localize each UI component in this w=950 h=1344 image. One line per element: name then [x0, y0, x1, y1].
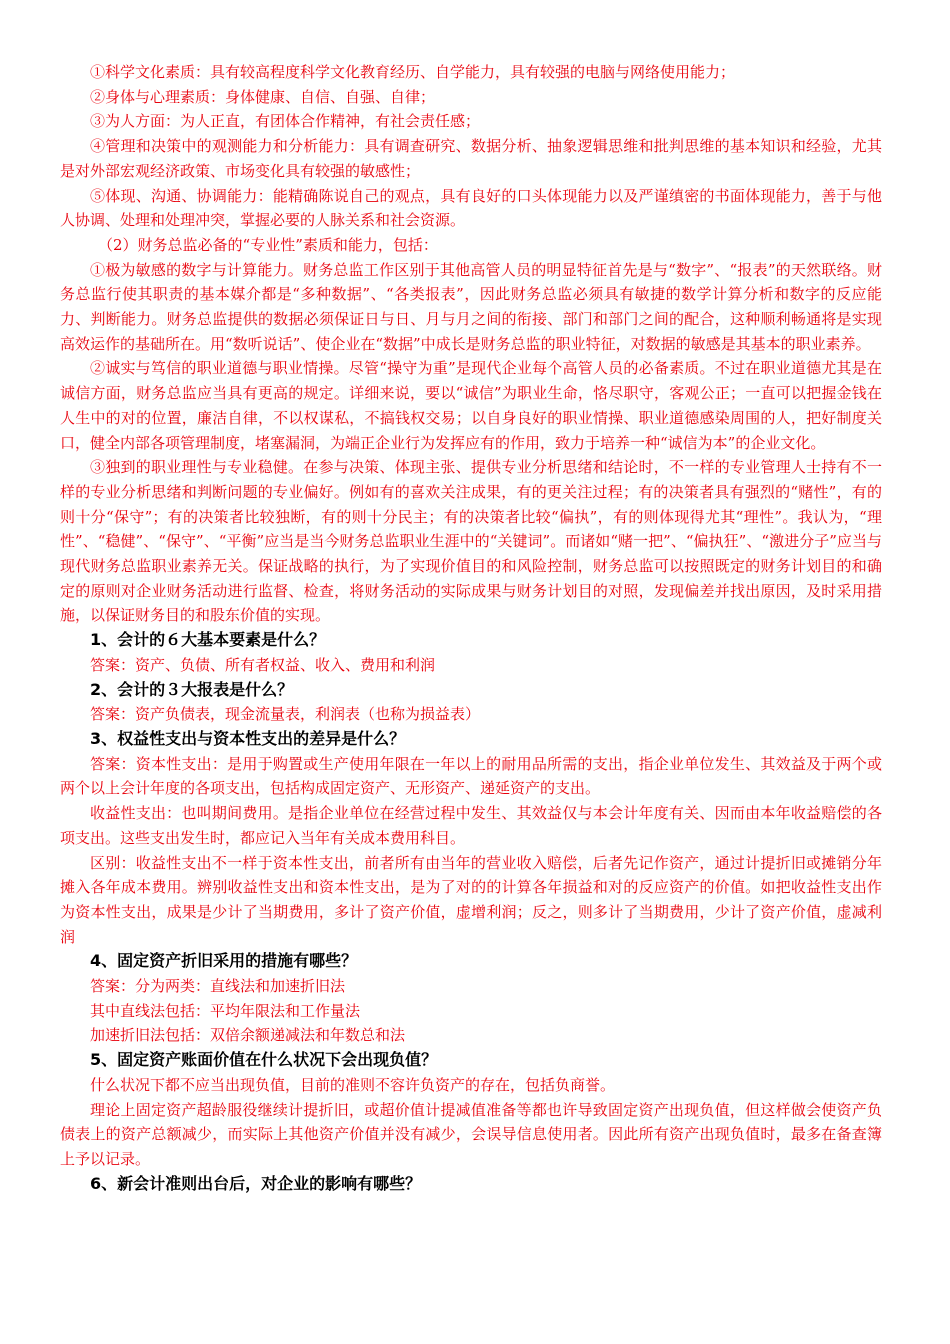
question-heading: 5、固定资产账面价值在什么状况下会出现负值？ [90, 1050, 438, 1070]
question-heading: 3、权益性支出与资本性支出的差异是什么？ [90, 728, 406, 748]
body-paragraph: 其中直线法包括：平均年限法和工作量法 [90, 1001, 361, 1020]
body-paragraph: 答案：资产负债表，现金流量表，利润表（也称为损益表） [90, 705, 481, 724]
question-heading: 4、固定资产折旧采用的措施有哪些？ [90, 951, 358, 971]
body-paragraph: 区别：收益性支出不一样于资本性支出，前者所有由当年的营业收入赔偿，后者先记作资产，通过计提折旧或摊销分年摊入各年成本费用。辨别收益性支出和资本性支出，是为了对的的计算各年损益和对的反应资产的价值。如把收益性支出作为资本性支出，成果是少计了当期费用，多计了资产价值，虚增利润；反之，则多计了当期费用，少计了资产价值，虚减利润 [60, 853, 882, 946]
question-heading: 6、新会计准则出台后，对企业的影响有哪些？ [90, 1173, 422, 1193]
body-paragraph: 收益性支出：也叫期间费用。是指企业单位在经营过程中发生、其效益仅与本会计年度有关、因而由本年收益赔偿的各项支出。这些支出发生时，都应记入当年有关成本费用科目。 [60, 804, 882, 847]
body-paragraph: ①极为敏感的数字与计算能力。财务总监工作区别于其他高管人员的明显特征首先是与“数字”、“报表”的天然联络。财务总监行使其职责的基本媒介都是“多种数据”、“各类报表”，因此财务总监必须具有敏捷的数学计算分析和数字的反应能力、判断能力。财务总监提供的数据必须保证日与日、月与月之间的衔接、部门和部门之间的配合，这种顺利畅通将是实现高效运作的基础所在。用“数听说话”、使企业在“数据”中成长是财务总监的职业特征，对数据的敏感是其基本的职业素养。 [60, 260, 882, 353]
body-paragraph: 答案：资产、负债、所有者权益、收入、费用和利润 [90, 655, 436, 674]
body-paragraph: ③独到的职业理性与专业稳健。在参与决策、体现主张、提供专业分析思绪和结论时，不一样的专业管理人士持有不一样的专业分析思绪和判断问题的专业偏好。例如有的喜欢关注成果，有的更关注过程；有的决策者具有强烈的“赌性”，有的则十分“保守”；有的决策者比较独断，有的则十分民主；有的决策者比较“偏执”，有的则体现得尤其“理性”。我认为，“理性”、“稳健”、“保守”、“平衡”应当是当今财务总监职业生涯中的“关键词”。而诸如“赌一把”、“偏执狂”、“激进分子”应当与现代财务总监职业素养无关。保证战略的执行，为了实现价值目的和风险控制，财务总监可以按照既定的财务计划目的和确定的原则对企业财务活动进行监督、检查，将财务活动的实际成果与财务计划目的对照，发现偏差并找出原因，及时采用措施，以保证财务目的和股东价值的实现。 [60, 458, 882, 625]
body-paragraph: 理论上固定资产超龄服役继续计提折旧，或超价值计提减值准备等都也许导致固定资产出现负值，但这样做会使资产负债表上的资产总额减少，而实际上其他资产价值并没有减少，会误导信息使用者。因此所有资产出现负值时，最多在备查簿上予以记录。 [60, 1100, 882, 1168]
body-paragraph: ③为人方面：为人正直，有团体合作精神，有社会责任感； [90, 112, 481, 131]
question-heading: 2、会计的３大报表是什么？ [90, 679, 294, 699]
body-paragraph: （2）财务总监必备的“专业性”素质和能力，包括： [98, 235, 438, 254]
body-paragraph: ②身体与心理素质：身体健康、自信、自强、自律； [90, 87, 436, 106]
body-paragraph: ②诚实与笃信的职业道德与职业情操。尽管“操守为重”是现代企业每个高管人员的必备素质。不过在职业道德尤其是在诚信方面，财务总监应当具有更高的规定。详细来说，要以“诚信”为职业生命，恪尽职守，客观公正；一直可以把握金钱在人生中的对的位置，廉洁自律，不以权谋私，不搞钱权交易；以自身良好的职业情操、职业道德感染周围的人，把好制度关口，健全内部各项管理制度，堵塞漏洞，为端正企业行为发挥应有的作用，致力于培养一种“诚信为本”的企业文化。 [60, 359, 882, 452]
question-heading: 1、会计的６大基本要素是什么？ [90, 630, 326, 650]
body-paragraph: ①科学文化素质：具有较高程度科学文化教育经历、自学能力，具有较强的电脑与网络使用能力； [90, 63, 736, 81]
body-paragraph: ④管理和决策中的观测能力和分析能力：具有调查研究、数据分析、抽象逻辑思维和批判思维的基本知识和经验，尤其是对外部宏观经济政策、市场变化具有较强的敏感性； [60, 137, 882, 180]
body-paragraph: 什么状况下都不应当出现负值，目前的准则不容许负资产的存在，包括负商誉。 [90, 1075, 616, 1094]
body-paragraph: ⑤体现、沟通、协调能力：能精确陈说自己的观点，具有良好的口头体现能力以及严谨缜密的书面体现能力，善于与他人协调、处理和处理冲突，掌握必要的人脉关系和社会资源。 [60, 186, 882, 230]
body-paragraph: 答案：资本性支出：是用于购置或生产使用年限在一年以上的耐用品所需的支出，指企业单位发生、其效益及于两个或两个以上会计年度的各项支出，包括构成固定资产、无形资产、递延资产的支出。 [60, 754, 882, 798]
body-paragraph: 答案：分为两类：直线法和加速折旧法 [90, 977, 346, 996]
body-paragraph: 加速折旧法包括：双倍余额递减法和年数总和法 [90, 1026, 406, 1045]
document-body [60, 60, 882, 1196]
